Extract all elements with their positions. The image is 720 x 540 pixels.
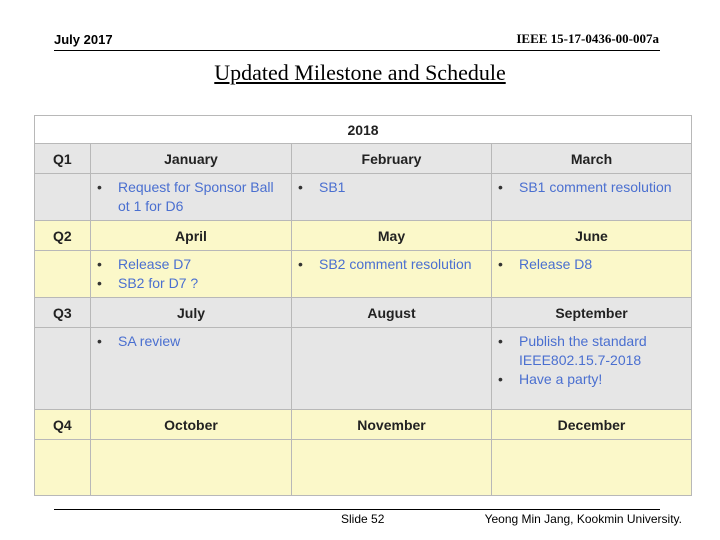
quarter-spacer-cell bbox=[35, 251, 91, 298]
quarter-label: Q1 bbox=[35, 144, 91, 174]
bullet-icon: • bbox=[498, 371, 503, 387]
bullet-icon: • bbox=[97, 256, 102, 272]
bullet-icon: • bbox=[298, 179, 303, 195]
quarter-items-row bbox=[35, 440, 692, 496]
bullet-icon: • bbox=[498, 179, 503, 195]
month-items-cell bbox=[292, 174, 492, 221]
month-header: August bbox=[292, 298, 492, 328]
bullet-icon: • bbox=[97, 333, 102, 349]
quarter-items-row bbox=[35, 251, 692, 298]
milestone-list bbox=[95, 178, 287, 216]
year-label: 2018 bbox=[35, 116, 692, 144]
header-divider bbox=[54, 50, 660, 51]
month-header: October bbox=[91, 410, 292, 440]
month-header: February bbox=[292, 144, 492, 174]
milestone-list bbox=[496, 255, 687, 274]
month-header: April bbox=[91, 221, 292, 251]
bullet-icon: • bbox=[298, 256, 303, 272]
month-items-cell bbox=[292, 440, 492, 496]
milestone-item bbox=[496, 370, 687, 389]
month-items-cell bbox=[292, 251, 492, 298]
slide-title: Updated Milestone and Schedule bbox=[214, 60, 506, 85]
quarter-header-row bbox=[35, 144, 692, 174]
quarter-label: Q3 bbox=[35, 298, 91, 328]
milestone-item bbox=[95, 274, 287, 293]
milestone-item bbox=[95, 255, 287, 274]
header-doc-id: IEEE 15-17-0436-00-007a bbox=[516, 31, 659, 46]
header-date: July 2017 bbox=[54, 32, 113, 47]
milestone-text: Request for Sponsor Ball ot 1 for D6 bbox=[118, 179, 274, 214]
month-items-cell bbox=[492, 328, 692, 410]
month-items-cell bbox=[292, 328, 492, 410]
quarter-header-row bbox=[35, 298, 692, 328]
month-header: May bbox=[292, 221, 492, 251]
milestone-text: Have a party! bbox=[519, 371, 603, 387]
milestone-text: SA review bbox=[118, 333, 181, 349]
month-items-cell bbox=[492, 174, 692, 221]
bullet-icon: • bbox=[498, 256, 503, 272]
milestone-text: SB1 bbox=[319, 179, 346, 195]
month-items-cell bbox=[91, 251, 292, 298]
milestone-item bbox=[296, 178, 487, 197]
quarter-spacer-cell bbox=[35, 328, 91, 410]
milestone-list bbox=[296, 178, 487, 197]
milestone-list bbox=[95, 255, 287, 293]
month-items-cell bbox=[492, 440, 692, 496]
milestone-list bbox=[296, 255, 487, 274]
quarter-spacer-cell bbox=[35, 174, 91, 221]
month-header: January bbox=[91, 144, 292, 174]
milestone-text: Publish the standard IEEE802.15.7-2018 bbox=[519, 333, 647, 368]
month-items-cell bbox=[91, 328, 292, 410]
milestone-item bbox=[95, 178, 287, 216]
milestone-text: Release D7 bbox=[118, 256, 192, 272]
quarter-spacer-cell bbox=[35, 440, 91, 496]
bullet-icon: • bbox=[97, 179, 102, 195]
month-header: December bbox=[492, 410, 692, 440]
quarter-items-row bbox=[35, 328, 692, 410]
footer-divider bbox=[54, 509, 660, 510]
milestone-list bbox=[496, 178, 687, 197]
milestone-text: SB1 comment resolution bbox=[519, 179, 672, 195]
milestone-text: SB2 comment resolution bbox=[319, 256, 472, 272]
footer-author: Yeong Min Jang, Kookmin University. bbox=[484, 512, 682, 526]
quarter-items-row bbox=[35, 174, 692, 221]
year-row bbox=[35, 116, 692, 144]
month-header: September bbox=[492, 298, 692, 328]
milestone-text: Release D8 bbox=[519, 256, 593, 272]
month-header: June bbox=[492, 221, 692, 251]
month-header: March bbox=[492, 144, 692, 174]
schedule-table bbox=[34, 115, 692, 496]
milestone-item bbox=[95, 332, 287, 351]
quarter-header-row bbox=[35, 410, 692, 440]
milestone-text: SB2 for D7 ? bbox=[118, 275, 199, 291]
milestone-item bbox=[496, 255, 687, 274]
slide-number: Slide 52 bbox=[341, 512, 385, 526]
month-header: November bbox=[292, 410, 492, 440]
bullet-icon: • bbox=[97, 275, 102, 291]
quarter-header-row bbox=[35, 221, 692, 251]
month-header: July bbox=[91, 298, 292, 328]
quarter-label: Q4 bbox=[35, 410, 91, 440]
milestone-item bbox=[496, 332, 687, 370]
milestone-list bbox=[496, 332, 687, 389]
month-items-cell bbox=[91, 440, 292, 496]
quarter-label: Q2 bbox=[35, 221, 91, 251]
milestone-item bbox=[296, 255, 487, 274]
milestone-list bbox=[95, 332, 287, 351]
milestone-item bbox=[496, 178, 687, 197]
month-items-cell bbox=[91, 174, 292, 221]
month-items-cell bbox=[492, 251, 692, 298]
bullet-icon: • bbox=[498, 333, 503, 349]
